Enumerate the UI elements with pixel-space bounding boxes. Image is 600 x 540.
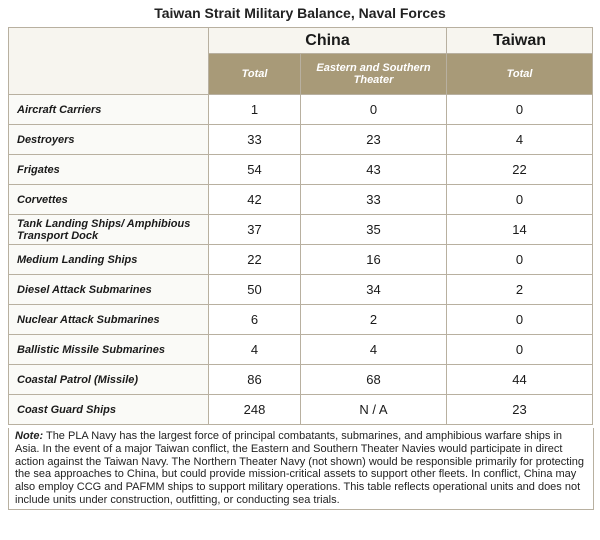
table-row: [9, 215, 593, 245]
row-label: Diesel Attack Submarines: [9, 275, 209, 305]
taiwan-total-cell: 0: [447, 245, 593, 275]
table-row: [9, 125, 593, 155]
china-total-cell: 4: [209, 335, 301, 365]
note-text: The PLA Navy has the largest force of principal combatants, submarines, and amphibious warfare ships in Asia. In the event of a major Taiwan conflict, the Eastern and Southern Theater Navies would participate in direct action against the Taiwan Navy. The Northern Theater Navy (not shown) would be responsible primarily for protecting the sea approaches to China, but could provide mission-critical assets to support other fleets. In conflict, China may also employ CCG and PAFMM ships to support military operations. This table reflects operational units and does not include units under construction, outfitting, or conducting sea trials.: [15, 430, 585, 506]
table-title: Taiwan Strait Military Balance, Naval Forces: [154, 5, 446, 21]
taiwan-total-cell: 0: [447, 185, 593, 215]
taiwan-total-cell: 4: [447, 125, 593, 155]
taiwan-group-header: Taiwan: [447, 28, 593, 54]
corner-cell: [9, 28, 209, 95]
theater-cell: 16: [301, 245, 447, 275]
china-total-cell: 6: [209, 305, 301, 335]
theater-cell: 34: [301, 275, 447, 305]
china-group-header: China: [209, 28, 447, 54]
table-row: [9, 395, 593, 425]
china-total-cell: 54: [209, 155, 301, 185]
table-row: [9, 305, 593, 335]
row-label: Nuclear Attack Submarines: [9, 305, 209, 335]
taiwan-total-cell: 22: [447, 155, 593, 185]
china-total-cell: 42: [209, 185, 301, 215]
row-label: Corvettes: [9, 185, 209, 215]
china-total-header: Total: [209, 54, 301, 95]
taiwan-total-cell: 44: [447, 365, 593, 395]
theater-cell: 35: [301, 215, 447, 245]
table-row: [9, 185, 593, 215]
row-label: Aircraft Carriers: [9, 95, 209, 125]
china-total-cell: 86: [209, 365, 301, 395]
row-label: Coast Guard Ships: [9, 395, 209, 425]
theater-cell: 33: [301, 185, 447, 215]
china-total-cell: 33: [209, 125, 301, 155]
taiwan-total-header: Total: [447, 54, 593, 95]
taiwan-total-cell: 2: [447, 275, 593, 305]
theater-cell: 43: [301, 155, 447, 185]
table-row: [9, 335, 593, 365]
naval-forces-table: [8, 27, 593, 425]
taiwan-total-cell: 23: [447, 395, 593, 425]
row-label: Ballistic Missile Submarines: [9, 335, 209, 365]
row-label: Medium Landing Ships: [9, 245, 209, 275]
table-body: [9, 95, 593, 425]
taiwan-total-cell: 14: [447, 215, 593, 245]
theater-cell: 4: [301, 335, 447, 365]
row-label: Tank Landing Ships/ Amphibious Transport Dock: [9, 215, 209, 245]
taiwan-total-cell: 0: [447, 95, 593, 125]
table-row: [9, 365, 593, 395]
table-row: [9, 155, 593, 185]
taiwan-total-cell: 0: [447, 335, 593, 365]
row-label: Destroyers: [9, 125, 209, 155]
theater-cell: 68: [301, 365, 447, 395]
table-row: [9, 275, 593, 305]
row-label: Frigates: [9, 155, 209, 185]
table-row: [9, 95, 593, 125]
china-total-cell: 50: [209, 275, 301, 305]
theater-cell: 2: [301, 305, 447, 335]
china-total-cell: 1: [209, 95, 301, 125]
theater-cell: 0: [301, 95, 447, 125]
china-total-cell: 22: [209, 245, 301, 275]
taiwan-total-cell: 0: [447, 305, 593, 335]
china-total-cell: 248: [209, 395, 301, 425]
note-label: Note:: [15, 430, 44, 442]
row-label: Coastal Patrol (Missile): [9, 365, 209, 395]
table-note: [8, 428, 594, 510]
table-row: [9, 245, 593, 275]
theater-cell: N / A: [301, 395, 447, 425]
theater-cell: 23: [301, 125, 447, 155]
china-total-cell: 37: [209, 215, 301, 245]
theater-header: Eastern and Southern Theater: [301, 54, 447, 95]
